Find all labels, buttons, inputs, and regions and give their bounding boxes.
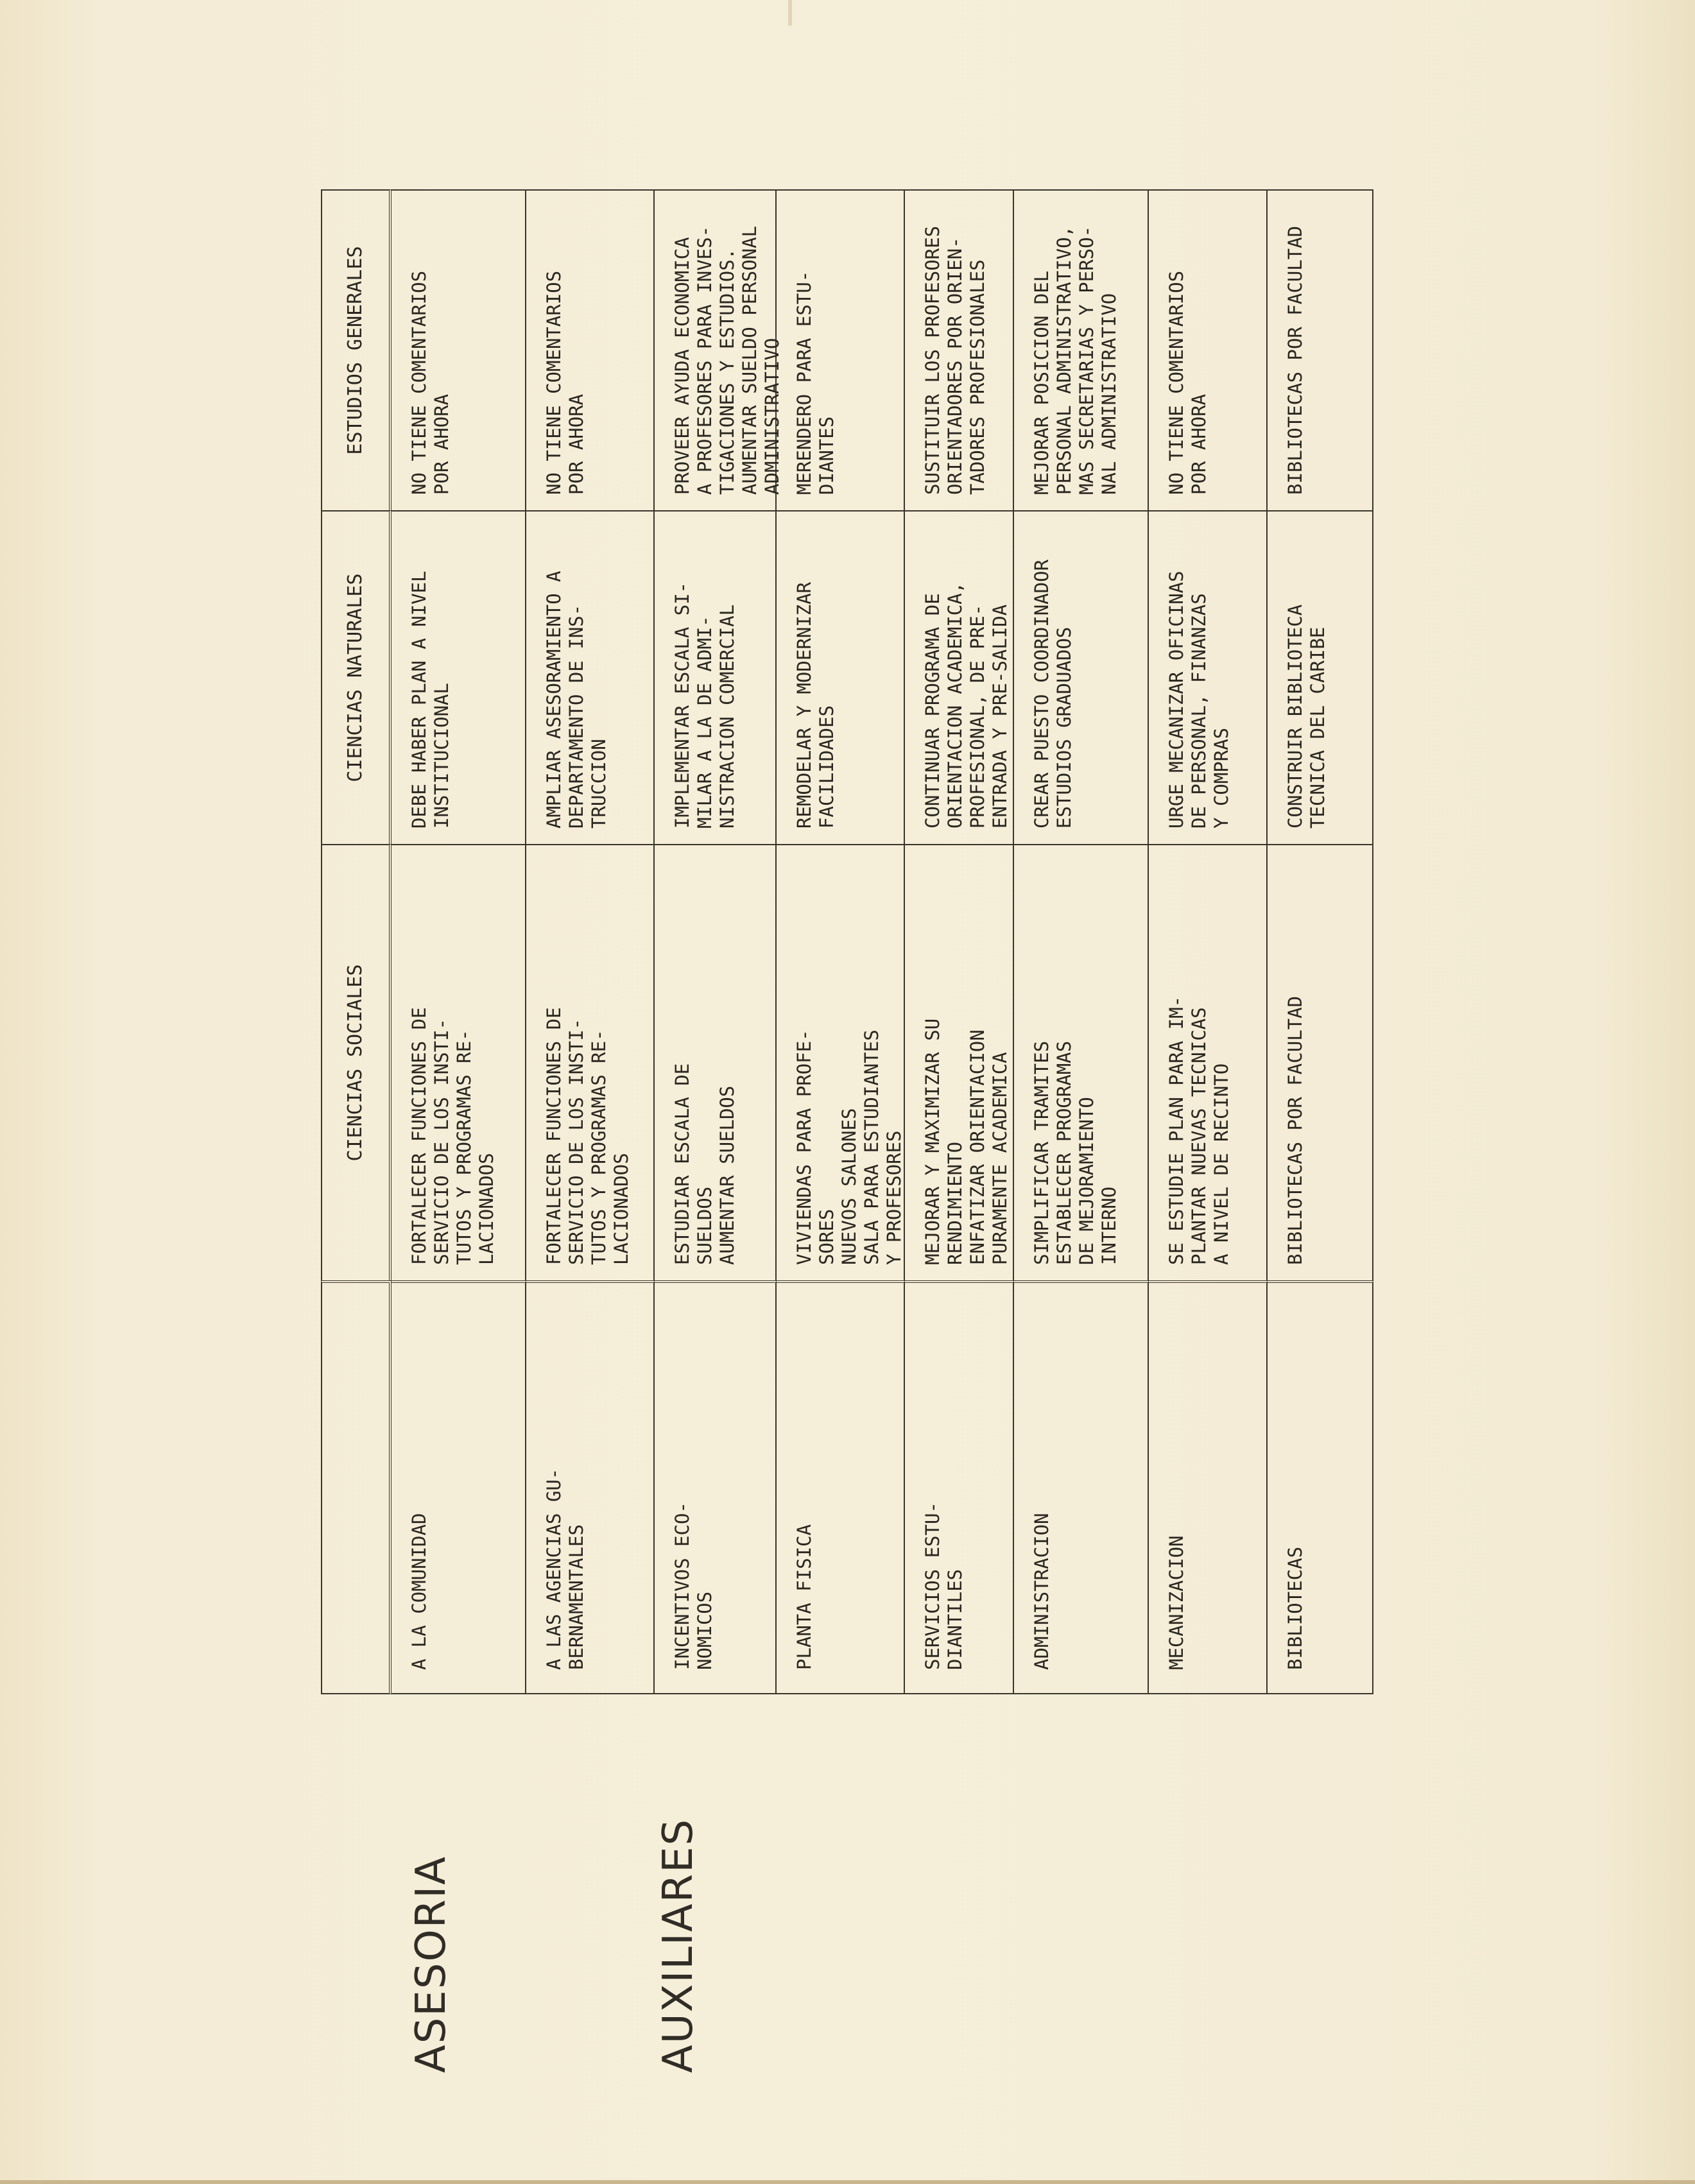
row-label-bibliotecas: BIBLIOTECAS — [1268, 1280, 1373, 1694]
table-cell: SIMPLIFICAR TRAMITES ESTABLECER PROGRAMAS DE MEJORAMIENTO INTERNO — [1014, 844, 1149, 1280]
table-cell: MEJORAR POSICION DEL PERSONAL ADMINISTRATIVO, MAS SECRETARIAS Y PERSO- NAL ADMINISTRATIVO — [1014, 189, 1149, 510]
table-cell: MEJORAR Y MAXIMIZAR SU RENDIMIENTO ENFATIZAR ORIENTACION PURAMENTE ACADEMICA — [905, 844, 1014, 1280]
row-label-administracion: ADMINISTRACION — [1014, 1280, 1149, 1694]
table-cell: BIBLIOTECAS POR FACULTAD — [1268, 189, 1373, 510]
section-label-auxiliares: AUXILIARES — [655, 1818, 702, 2073]
table-cell: CONSTRUIR BIBLIOTECA TECNICA DEL CARIBE — [1268, 510, 1373, 844]
table-cell: PROVEER AYUDA ECONOMICA A PROFESORES PARA INVES- TIGACIONES Y ESTUDIOS. AUMENTAR SUELDO PERSONAL ADMINISTRATIVO — [655, 189, 777, 510]
table-header-ciencias-naturales: CIENCIAS NATURALES — [321, 510, 391, 844]
table-cell: MERENDERO PARA ESTU- DIANTES — [777, 189, 905, 510]
row-label-agencias: A LAS AGENCIAS GU- BERNAMENTALES — [526, 1280, 655, 1694]
section-label-asesoria: ASESORIA — [408, 1855, 455, 2073]
table-cell: REMODELAR Y MODERNIZAR FACILIDADES — [777, 510, 905, 844]
page-bottom-edge — [0, 2180, 1695, 2184]
comments-table — [321, 189, 1479, 1694]
row-label-comunidad: A LA COMUNIDAD — [391, 1280, 526, 1694]
table-cell: BIBLIOTECAS POR FACULTAD — [1268, 844, 1373, 1280]
table-cell: ESTUDIAR ESCALA DE SUELDOS AUMENTAR SUELDOS — [655, 844, 777, 1280]
table-cell: URGE MECANIZAR OFICINAS DE PERSONAL, FINANZAS Y COMPRAS — [1149, 510, 1268, 844]
table-cell: IMPLEMENTAR ESCALA SI- MILAR A LA DE ADMI- NISTRACION COMERCIAL — [655, 510, 777, 844]
row-label-planta-fisica: PLANTA FISICA — [777, 1280, 905, 1694]
table-cell: CONTINUAR PROGRAMA DE ORIENTACION ACADEMICA, PROFESIONAL, DE PRE- ENTRADA Y PRE-SALIDA — [905, 510, 1014, 844]
row-label-mecanizacion: MECANIZACION — [1149, 1280, 1268, 1694]
table-header-estudios-generales: ESTUDIOS GENERALES — [321, 189, 391, 510]
rotated-sheet — [305, 186, 1499, 2118]
table-cell: SE ESTUDIE PLAN PARA IM- PLANTAR NUEVAS TECNICAS A NIVEL DE RECINTO — [1149, 844, 1268, 1280]
page-fold-mark — [788, 0, 792, 26]
table-header-corner — [321, 1280, 391, 1694]
table-cell: DEBE HABER PLAN A NIVEL INSTITUCIONAL — [391, 510, 526, 844]
table-header-ciencias-sociales: CIENCIAS SOCIALES — [321, 844, 391, 1280]
table-cell: AMPLIAR ASESORAMIENTO A DEPARTAMENTO DE INS- TRUCCION — [526, 510, 655, 844]
table-cell: FORTALECER FUNCIONES DE SERVICIO DE LOS INSTI- TUTOS Y PROGRAMAS RE- LACIONADOS — [526, 844, 655, 1280]
row-label-incentivos: INCENTIVOS ECO- NOMICOS — [655, 1280, 777, 1694]
table-cell: NO TIENE COMENTARIOS POR AHORA — [391, 189, 526, 510]
row-label-servicios-estudiantiles: SERVICIOS ESTU- DIANTILES — [905, 1280, 1014, 1694]
table-cell: NO TIENE COMENTARIOS POR AHORA — [1149, 189, 1268, 510]
table-cell: NO TIENE COMENTARIOS POR AHORA — [526, 189, 655, 510]
table-cell: CREAR PUESTO COORDINADOR ESTUDIOS GRADUADOS — [1014, 510, 1149, 844]
landscape-content — [305, 186, 1499, 2118]
table-cell: FORTALECER FUNCIONES DE SERVICIO DE LOS INSTI- TUTOS Y PROGRAMAS RE- LACIONADOS — [391, 844, 526, 1280]
table-cell: VIVIENDAS PARA PROFE- SORES NUEVOS SALONES SALA PARA ESTUDIANTES Y PROFESORES — [777, 844, 905, 1280]
table-cell: SUSTITUIR LOS PROFESORES ORIENTADORES POR ORIEN- TADORES PROFESIONALES — [905, 189, 1014, 510]
